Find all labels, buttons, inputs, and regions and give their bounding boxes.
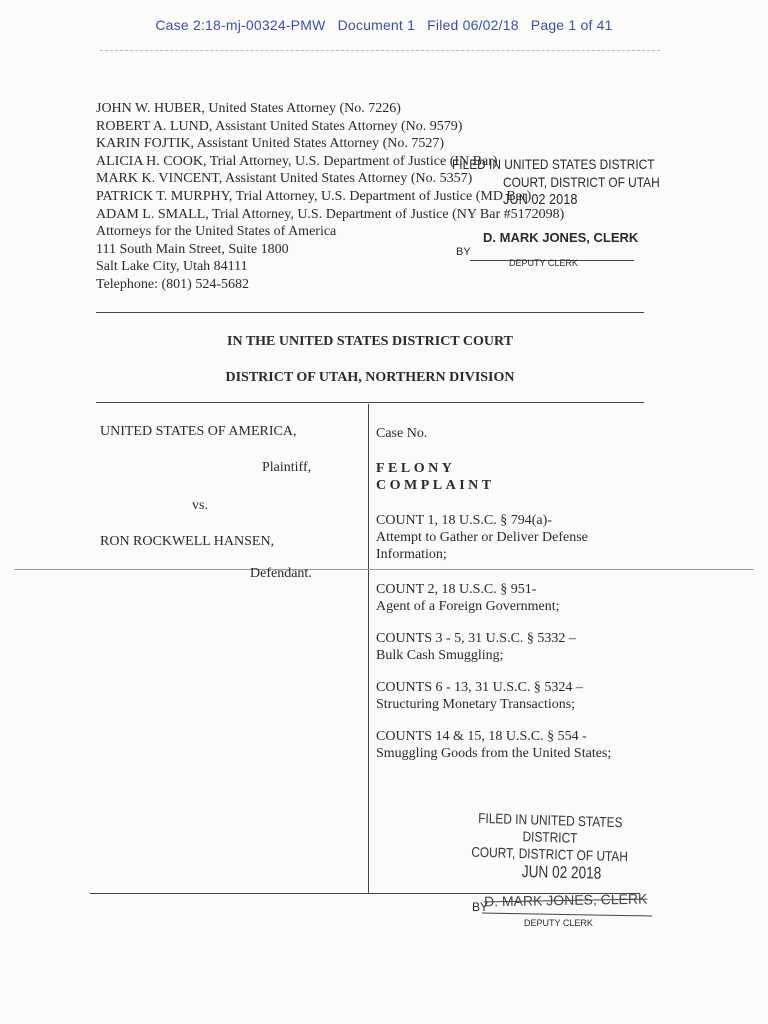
case-no-label: Case No.: [376, 426, 428, 441]
deputy-clerk-bottom: DEPUTY CLERK: [524, 918, 593, 928]
caption-top-rule: [96, 402, 644, 403]
stamp-line: COURT, DISTRICT OF UTAH: [471, 843, 629, 865]
attorney-line: Telephone: (801) 524-5682: [96, 276, 249, 292]
count-item: [376, 581, 636, 615]
attorney-line: MARK K. VINCENT, Assistant United States Attorney (No. 5357): [96, 171, 473, 187]
attorney-line: PATRICK T. MURPHY, Trial Attorney, U.S. Department of Justice (MD Bar): [96, 188, 532, 204]
filed-date: Filed 06/02/18: [427, 17, 519, 33]
plaintiff-name: UNITED STATES OF AMERICA,: [100, 424, 297, 439]
header-divider: [100, 50, 660, 51]
by-label-bottom: BY: [472, 900, 489, 914]
count-item: [376, 630, 636, 664]
stamp-line: FILED IN UNITED STATES DISTRICT: [478, 809, 623, 846]
attorney-line: Salt Lake City, Utah 84111: [96, 259, 248, 275]
signature-line-bottom: [482, 913, 652, 917]
case-number: Case 2:18-mj-00324-PMW: [155, 17, 326, 33]
count-line: Attempt to Gather or Deliver Defense: [376, 530, 588, 545]
count-line: Information;: [376, 547, 447, 562]
document-number: Document 1: [337, 17, 416, 33]
clerk-name-top: D. MARK JONES, CLERK: [483, 230, 639, 245]
court-title: IN THE UNITED STATES DISTRICT COURT: [227, 334, 513, 349]
stamp-date: JUN 02 2018: [503, 191, 578, 209]
attorney-line: JOHN W. HUBER, United States Attorney (No. 7226): [96, 101, 401, 116]
filed-stamp-bottom: [456, 809, 644, 866]
count-line: Structuring Monetary Transactions;: [376, 697, 576, 712]
page-indicator: Page 1 of 41: [530, 17, 613, 33]
attorney-line: ALICIA H. COOK, Trial Attorney, U.S. Department of Justice (IN Bar): [96, 153, 498, 169]
count-line: COUNT 2, 18 U.S.C. § 951-: [376, 582, 537, 597]
caption-divider: [368, 404, 369, 894]
attorney-line: 111 South Main Street, Suite 1800: [96, 241, 289, 257]
attorney-line: ADAM L. SMALL, Trial Attorney, U.S. Department of Justice (NY Bar #5172098): [96, 206, 565, 222]
document-title: [376, 460, 495, 494]
stamp-line: FILED IN UNITED STATES DISTRICT: [452, 156, 655, 172]
count-line: COUNTS 3 - 5, 31 U.S.C. § 5332 –: [376, 631, 576, 646]
attorney-line: Attorneys for the United States of America: [96, 224, 337, 240]
plaintiff-label: Plaintiff,: [262, 460, 312, 475]
attorney-line: ROBERT A. LUND, Assistant United States Attorney (No. 9579): [96, 118, 463, 134]
filed-stamp-top: [452, 156, 660, 209]
attorney-line: KARIN FOJTIK, Assistant United States Attorney (No. 7527): [96, 136, 445, 152]
stamp-date-bottom: JUN 02 2018: [521, 862, 602, 883]
title-line: FELONY: [376, 461, 456, 476]
court-division: DISTRICT OF UTAH, NORTHERN DIVISION: [225, 370, 515, 385]
ecf-header: [0, 17, 768, 33]
count-line: COUNT 1, 18 U.S.C. § 794(a)-: [376, 513, 552, 528]
count-line: Smuggling Goods from the United States;: [376, 746, 612, 761]
clerk-name-bottom: D. MARK JONES, CLERK: [483, 890, 648, 910]
title-line: COMPLAINT: [376, 478, 495, 493]
count-line: COUNTS 6 - 13, 31 U.S.C. § 5324 –: [376, 680, 583, 695]
versus: vs.: [192, 498, 208, 513]
count-item: [376, 512, 636, 563]
by-label-top: BY: [456, 246, 471, 258]
stamp-line: COURT, DISTRICT OF UTAH: [503, 173, 660, 190]
divider: [96, 312, 644, 313]
count-item: [376, 679, 636, 713]
count-line: Bulk Cash Smuggling;: [376, 648, 504, 663]
deputy-clerk-top: DEPUTY CLERK: [509, 258, 578, 268]
counts-list: [376, 512, 636, 777]
defendant-label: Defendant.: [250, 566, 312, 581]
defendant-name: RON ROCKWELL HANSEN,: [100, 534, 275, 549]
count-item: [376, 728, 636, 762]
count-line: Agent of a Foreign Government;: [376, 599, 560, 614]
count-line: COUNTS 14 & 15, 18 U.S.C. § 554 -: [376, 729, 587, 744]
